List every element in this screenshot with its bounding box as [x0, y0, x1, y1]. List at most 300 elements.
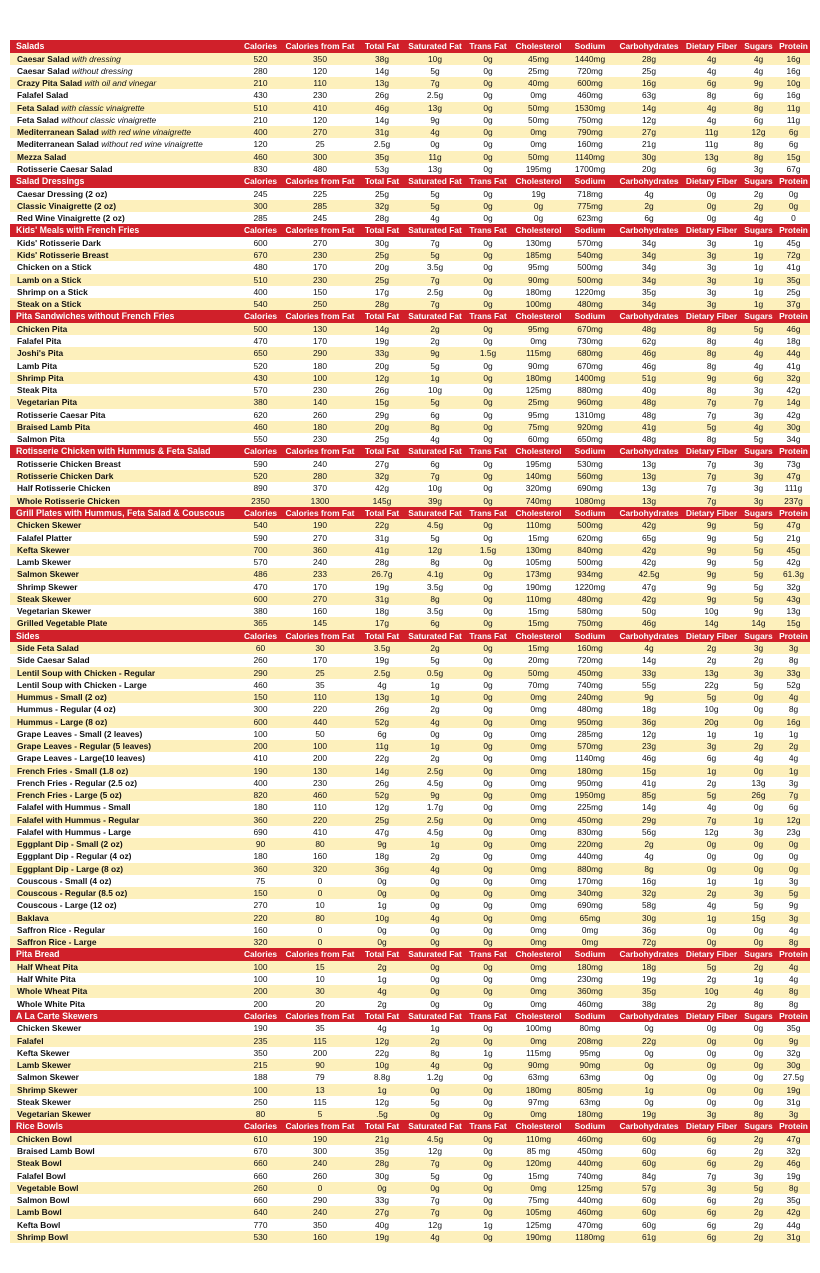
value-cholesterol: 19g: [512, 188, 565, 200]
value-dietary-fiber: 9g: [683, 532, 740, 544]
value-saturated-fat: 3.5g: [406, 261, 464, 273]
value-protein: 15g: [777, 617, 810, 629]
value-carbohydrates: 85g: [615, 789, 683, 801]
value-cholesterol: 0mg: [512, 89, 565, 101]
column-header-calories: Calories: [239, 1010, 282, 1023]
value-trans-fat: 0g: [464, 249, 512, 261]
value-sodium: 208mg: [565, 1035, 615, 1047]
value-cholesterol: 50mg: [512, 667, 565, 679]
value-calories: 280: [239, 65, 282, 77]
value-saturated-fat: 7g: [406, 77, 464, 89]
value-protein: 35g: [777, 1194, 810, 1206]
value-total-fat: 40g: [358, 1219, 406, 1231]
item-name-cell: [10, 654, 239, 666]
value-cholesterol: 90mg: [512, 360, 565, 372]
value-dietary-fiber: 0g: [683, 1047, 740, 1059]
value-dietary-fiber: 9g: [683, 519, 740, 531]
table-row: [10, 777, 810, 789]
column-header-trans-fat: Trans Fat: [464, 948, 512, 961]
column-header-total-fat: Total Fat: [358, 948, 406, 961]
column-header-saturated-fat: Saturated Fat: [406, 224, 464, 237]
value-saturated-fat: 6g: [406, 617, 464, 629]
value-trans-fat: 0g: [464, 274, 512, 286]
value-dietary-fiber: 6g: [683, 1145, 740, 1157]
value-sodium: 0mg: [565, 924, 615, 936]
value-trans-fat: 0g: [464, 495, 512, 507]
value-dietary-fiber: 12g: [683, 826, 740, 838]
value-trans-fat: 0g: [464, 875, 512, 887]
table-row: [10, 1096, 810, 1108]
value-protein: 41g: [777, 261, 810, 273]
value-carbohydrates: 22g: [615, 1035, 683, 1047]
value-sugars: 5g: [740, 899, 777, 911]
table-row: [10, 1071, 810, 1083]
value-sodium: 450mg: [565, 667, 615, 679]
value-saturated-fat: 2g: [406, 642, 464, 654]
table-row: [10, 961, 810, 973]
value-saturated-fat: 5g: [406, 1170, 464, 1182]
value-sodium: 460mg: [565, 1206, 615, 1218]
value-dietary-fiber: 0g: [683, 188, 740, 200]
value-saturated-fat: 5g: [406, 249, 464, 261]
value-sodium: 670mg: [565, 323, 615, 335]
value-calories-from-fat: 370: [282, 482, 358, 494]
column-header-cholesterol: Cholesterol: [512, 224, 565, 237]
item-name: Eggplant Dip - Regular (4 oz): [17, 851, 132, 862]
item-name-cell: [10, 998, 239, 1010]
column-header-trans-fat: Trans Fat: [464, 310, 512, 323]
value-sodium: 670mg: [565, 360, 615, 372]
value-sodium: 720mg: [565, 654, 615, 666]
value-sugars: 3g: [740, 409, 777, 421]
table-row: [10, 703, 810, 715]
table-row: [10, 765, 810, 777]
value-carbohydrates: 35g: [615, 985, 683, 997]
item-name: Salmon Bowl: [17, 1195, 70, 1205]
table-row: [10, 973, 810, 985]
value-total-fat: 32g: [358, 470, 406, 482]
item-name: Shrimp Skewer: [17, 1084, 78, 1095]
value-calories-from-fat: 115: [282, 1096, 358, 1108]
value-dietary-fiber: 2g: [683, 777, 740, 789]
value-carbohydrates: 50g: [615, 605, 683, 617]
value-carbohydrates: 46g: [615, 347, 683, 359]
value-sodium: 1310mg: [565, 409, 615, 421]
column-header-protein: Protein: [777, 507, 810, 520]
value-dietary-fiber: 0g: [683, 212, 740, 224]
value-sodium: 540mg: [565, 249, 615, 261]
item-name-cell: [10, 1219, 239, 1231]
value-calories-from-fat: 115: [282, 1035, 358, 1047]
value-calories: 570: [239, 556, 282, 568]
column-header-calories-from-fat: Calories from Fat: [282, 1010, 358, 1023]
item-name: Hummus - Large (8 oz): [17, 716, 108, 727]
value-dietary-fiber: 6g: [683, 163, 740, 175]
value-protein: 4g: [777, 973, 810, 985]
item-name: Hummus - Small (2 oz): [17, 692, 107, 702]
value-sugars: 3g: [740, 887, 777, 899]
value-dietary-fiber: 7g: [683, 1170, 740, 1182]
value-cholesterol: 0mg: [512, 875, 565, 887]
column-header-total-fat: Total Fat: [358, 310, 406, 323]
item-name: Falafel Pita: [17, 336, 62, 346]
value-total-fat: 26g: [358, 777, 406, 789]
value-protein: 32g: [777, 1047, 810, 1059]
value-sodium: 840mg: [565, 544, 615, 556]
item-name-cell: [10, 752, 239, 764]
value-carbohydrates: 41g: [615, 777, 683, 789]
table-row: [10, 985, 810, 997]
value-total-fat: 2.5g: [358, 667, 406, 679]
value-sugars: 1g: [740, 249, 777, 261]
value-total-fat: 14g: [358, 114, 406, 126]
value-calories-from-fat: 260: [282, 409, 358, 421]
item-name: Lentil Soup with Chicken - Large: [17, 679, 147, 690]
value-cholesterol: 20mg: [512, 654, 565, 666]
value-sodium: 480mg: [565, 298, 615, 310]
value-protein: 5g: [777, 887, 810, 899]
value-total-fat: 26g: [358, 703, 406, 715]
table-row: [10, 826, 810, 838]
value-sugars: 1g: [740, 875, 777, 887]
value-calories: 200: [239, 740, 282, 752]
item-name-cell: [10, 814, 239, 826]
value-trans-fat: 0g: [464, 556, 512, 568]
item-name: Steak on a Stick: [17, 299, 82, 309]
value-cholesterol: 0mg: [512, 863, 565, 875]
value-protein: 4g: [777, 961, 810, 973]
item-name: Kids' Rotisserie Breast: [17, 250, 109, 260]
item-name-cell: [10, 887, 239, 899]
value-sodium: 500mg: [565, 556, 615, 568]
value-dietary-fiber: 7g: [683, 409, 740, 421]
value-trans-fat: 0g: [464, 605, 512, 617]
table-row: [10, 1145, 810, 1157]
value-cholesterol: 105mg: [512, 1206, 565, 1218]
value-calories: 190: [239, 765, 282, 777]
value-calories: 660: [239, 1157, 282, 1169]
column-header-sugars: Sugars: [740, 445, 777, 458]
value-cholesterol: 0mg: [512, 1108, 565, 1120]
value-total-fat: 14g: [358, 765, 406, 777]
value-dietary-fiber: 8g: [683, 433, 740, 445]
value-cholesterol: 0mg: [512, 961, 565, 973]
value-cholesterol: 0mg: [512, 838, 565, 850]
value-saturated-fat: 6g: [406, 458, 464, 470]
table-row: [10, 335, 810, 347]
value-sodium: 500mg: [565, 261, 615, 273]
value-trans-fat: 0g: [464, 765, 512, 777]
item-name-cell: [10, 519, 239, 531]
value-sodium: 170mg: [565, 875, 615, 887]
value-sodium: 500mg: [565, 274, 615, 286]
value-protein: 35g: [777, 1022, 810, 1034]
value-sugars: 0g: [740, 765, 777, 777]
value-carbohydrates: 29g: [615, 814, 683, 826]
value-saturated-fat: 0g: [406, 973, 464, 985]
item-name-cell: [10, 237, 239, 249]
table-row: [10, 1108, 810, 1120]
value-calories: 650: [239, 347, 282, 359]
value-dietary-fiber: 6g: [683, 77, 740, 89]
item-name-cell: [10, 728, 239, 740]
value-total-fat: 0g: [358, 1182, 406, 1194]
value-trans-fat: 0g: [464, 65, 512, 77]
value-sugars: 13g: [740, 777, 777, 789]
table-row: [10, 286, 810, 298]
value-calories: 600: [239, 593, 282, 605]
value-total-fat: 4g: [358, 679, 406, 691]
column-header-carbohydrates: Carbohydrates: [615, 175, 683, 188]
value-total-fat: 6g: [358, 728, 406, 740]
value-sodium: 690mg: [565, 482, 615, 494]
table-row: [10, 1206, 810, 1218]
value-calories-from-fat: 320: [282, 863, 358, 875]
column-header-dietary-fiber: Dietary Fiber: [683, 1120, 740, 1133]
item-name-cell: [10, 249, 239, 261]
value-total-fat: 25g: [358, 188, 406, 200]
value-protein: 12g: [777, 814, 810, 826]
item-name: Caesar Dressing (2 oz): [17, 188, 108, 199]
value-total-fat: 13g: [358, 691, 406, 703]
column-header-sugars: Sugars: [740, 175, 777, 188]
value-saturated-fat: 4g: [406, 126, 464, 138]
value-trans-fat: 0g: [464, 1231, 512, 1243]
value-trans-fat: 0g: [464, 433, 512, 445]
value-dietary-fiber: 9g: [683, 581, 740, 593]
item-name: Caesar Salad: [17, 53, 70, 64]
column-header-carbohydrates: Carbohydrates: [615, 1010, 683, 1023]
value-sodium: 718mg: [565, 188, 615, 200]
value-saturated-fat: 7g: [406, 298, 464, 310]
value-protein: 7g: [777, 789, 810, 801]
table-row: [10, 409, 810, 421]
value-carbohydrates: 16g: [615, 77, 683, 89]
value-cholesterol: 60mg: [512, 433, 565, 445]
value-cholesterol: 0mg: [512, 973, 565, 985]
item-name: Grilled Vegetable Plate: [17, 618, 108, 629]
table-row: [10, 433, 810, 445]
value-carbohydrates: 60g: [615, 1206, 683, 1218]
value-cholesterol: 40mg: [512, 77, 565, 89]
value-total-fat: 17g: [358, 617, 406, 629]
value-saturated-fat: 4g: [406, 1231, 464, 1243]
value-protein: 6g: [777, 126, 810, 138]
item-name: Half Rotisserie Chicken: [17, 483, 111, 494]
value-trans-fat: 0g: [464, 470, 512, 482]
section-title: Kids' Meals with French Fries: [10, 224, 239, 237]
value-carbohydrates: 0g: [615, 1071, 683, 1083]
item-name-cell: [10, 114, 239, 126]
item-name-cell: [10, 65, 239, 77]
value-cholesterol: 90mg: [512, 1059, 565, 1071]
value-sugars: 2g: [740, 1157, 777, 1169]
section-title: Pita Bread: [10, 948, 239, 961]
item-name-cell: [10, 1194, 239, 1206]
value-saturated-fat: 0g: [406, 961, 464, 973]
value-dietary-fiber: 0g: [683, 838, 740, 850]
value-cholesterol: 15mg: [512, 532, 565, 544]
value-sodium: 934mg: [565, 568, 615, 580]
table-row: [10, 1182, 810, 1194]
value-carbohydrates: 13g: [615, 470, 683, 482]
value-protein: 19g: [777, 1084, 810, 1096]
column-header-dietary-fiber: Dietary Fiber: [683, 445, 740, 458]
item-name: Couscous - Large (12 oz): [17, 900, 117, 911]
item-name: French Fries - Large (5 oz): [17, 790, 122, 800]
value-trans-fat: 0g: [464, 1096, 512, 1108]
value-sugars: 0g: [740, 1096, 777, 1108]
value-carbohydrates: 65g: [615, 532, 683, 544]
item-name: Chicken on a Stick: [17, 262, 92, 273]
value-carbohydrates: 15g: [615, 765, 683, 777]
value-calories-from-fat: 220: [282, 703, 358, 715]
value-sodium: 1140mg: [565, 151, 615, 163]
value-dietary-fiber: 6g: [683, 1194, 740, 1206]
value-saturated-fat: 1g: [406, 372, 464, 384]
value-calories-from-fat: 190: [282, 519, 358, 531]
item-name: Lamb on a Stick: [17, 274, 82, 285]
value-calories-from-fat: 140: [282, 396, 358, 408]
value-saturated-fat: 5g: [406, 396, 464, 408]
item-name: Kefta Skewer: [17, 544, 70, 555]
item-name: Falafel with Hummus - Regular: [17, 814, 140, 825]
column-header-protein: Protein: [777, 175, 810, 188]
item-name-cell: [10, 384, 239, 396]
value-calories: 660: [239, 1170, 282, 1182]
value-total-fat: 2g: [358, 998, 406, 1010]
value-protein: 46g: [777, 323, 810, 335]
item-name: Mezza Salad: [17, 151, 67, 162]
value-saturated-fat: 0.5g: [406, 667, 464, 679]
value-trans-fat: 0g: [464, 458, 512, 470]
value-trans-fat: 0g: [464, 384, 512, 396]
value-protein: 15g: [777, 151, 810, 163]
value-protein: 3g: [777, 777, 810, 789]
value-dietary-fiber: 14g: [683, 617, 740, 629]
value-saturated-fat: 1g: [406, 1022, 464, 1034]
value-sodium: 600mg: [565, 77, 615, 89]
item-note: with red wine vinaigrette: [101, 127, 192, 137]
column-header-trans-fat: Trans Fat: [464, 630, 512, 643]
value-sugars: 3g: [740, 163, 777, 175]
value-saturated-fat: 2g: [406, 335, 464, 347]
value-sodium: 340mg: [565, 887, 615, 899]
value-trans-fat: 0g: [464, 237, 512, 249]
value-protein: 18g: [777, 335, 810, 347]
item-name-cell: [10, 1157, 239, 1169]
value-total-fat: 17g: [358, 286, 406, 298]
value-calories: 550: [239, 433, 282, 445]
value-carbohydrates: 46g: [615, 752, 683, 764]
value-calories: 285: [239, 212, 282, 224]
column-header-calories-from-fat: Calories from Fat: [282, 40, 358, 53]
value-dietary-fiber: 2g: [683, 887, 740, 899]
value-protein: 25g: [777, 286, 810, 298]
value-calories-from-fat: 160: [282, 850, 358, 862]
item-name-cell: [10, 667, 239, 679]
value-sodium: 830mg: [565, 826, 615, 838]
value-calories-from-fat: 130: [282, 323, 358, 335]
value-carbohydrates: 16g: [615, 875, 683, 887]
value-protein: 6g: [777, 138, 810, 150]
value-cholesterol: 0mg: [512, 912, 565, 924]
value-cholesterol: 105mg: [512, 556, 565, 568]
value-carbohydrates: 13g: [615, 495, 683, 507]
item-name-cell: [10, 581, 239, 593]
value-calories: 80: [239, 1108, 282, 1120]
value-total-fat: 25g: [358, 814, 406, 826]
value-cholesterol: 0mg: [512, 126, 565, 138]
value-cholesterol: 50mg: [512, 114, 565, 126]
value-total-fat: 9g: [358, 838, 406, 850]
item-name-cell: [10, 605, 239, 617]
value-dietary-fiber: 2g: [683, 973, 740, 985]
value-sodium: 80mg: [565, 1022, 615, 1034]
value-sodium: 805mg: [565, 1084, 615, 1096]
value-calories-from-fat: 230: [282, 274, 358, 286]
table-row: [10, 372, 810, 384]
value-calories: 770: [239, 1219, 282, 1231]
value-sugars: 5g: [740, 544, 777, 556]
value-calories-from-fat: 170: [282, 261, 358, 273]
value-calories: 530: [239, 1231, 282, 1243]
value-total-fat: 28g: [358, 1157, 406, 1169]
column-header-sodium: Sodium: [565, 175, 615, 188]
value-sodium: 450mg: [565, 1145, 615, 1157]
value-trans-fat: 0g: [464, 936, 512, 948]
value-calories: 100: [239, 961, 282, 973]
value-total-fat: 41g: [358, 544, 406, 556]
value-calories: 90: [239, 838, 282, 850]
item-name-cell: [10, 1096, 239, 1108]
item-note: with classic vinaigrette: [61, 102, 145, 113]
value-total-fat: 12g: [358, 372, 406, 384]
value-trans-fat: 0g: [464, 752, 512, 764]
value-total-fat: 27g: [358, 458, 406, 470]
value-carbohydrates: 34g: [615, 298, 683, 310]
value-sodium: 220mg: [565, 838, 615, 850]
item-name: Lamb Skewer: [17, 1060, 71, 1070]
value-carbohydrates: 60g: [615, 1219, 683, 1231]
value-trans-fat: 0g: [464, 200, 512, 212]
value-protein: 9g: [777, 899, 810, 911]
value-cholesterol: 110mg: [512, 593, 565, 605]
value-protein: 32g: [777, 1145, 810, 1157]
value-saturated-fat: 0g: [406, 985, 464, 997]
value-trans-fat: 0g: [464, 532, 512, 544]
value-saturated-fat: 0g: [406, 1182, 464, 1194]
item-name-cell: [10, 151, 239, 163]
item-name: Chicken Bowl: [17, 1133, 72, 1144]
value-trans-fat: 1.5g: [464, 544, 512, 556]
item-name-cell: [10, 126, 239, 138]
value-cholesterol: 0mg: [512, 801, 565, 813]
value-cholesterol: 25mg: [512, 65, 565, 77]
value-calories: 150: [239, 887, 282, 899]
value-calories-from-fat: 10: [282, 973, 358, 985]
value-calories-from-fat: 30: [282, 642, 358, 654]
value-carbohydrates: 2g: [615, 838, 683, 850]
value-calories-from-fat: 10: [282, 899, 358, 911]
value-protein: 21g: [777, 532, 810, 544]
table-row: [10, 384, 810, 396]
value-protein: 3g: [777, 875, 810, 887]
value-trans-fat: 0g: [464, 863, 512, 875]
value-sugars: 1g: [740, 973, 777, 985]
value-trans-fat: 0g: [464, 654, 512, 666]
value-sodium: 560mg: [565, 470, 615, 482]
